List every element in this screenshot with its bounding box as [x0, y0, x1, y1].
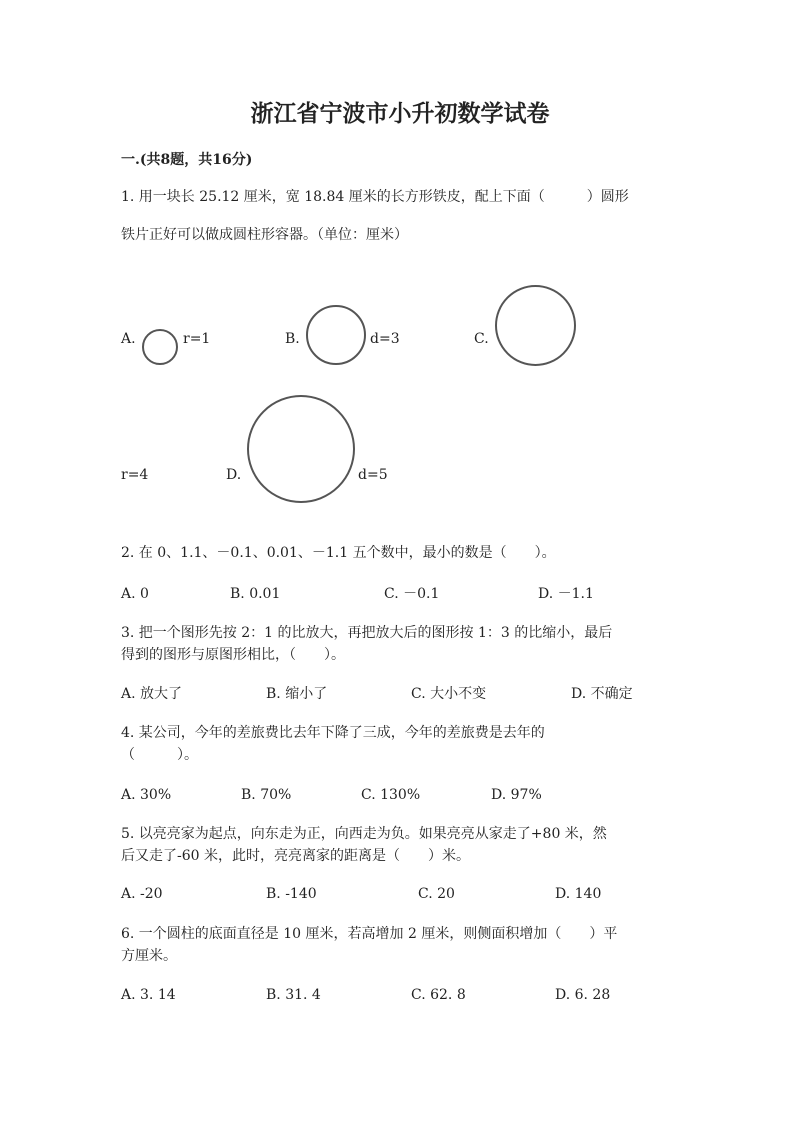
q6-option-b: B. 31. 4 — [266, 987, 321, 1003]
q3-option-b: B. 缩小了 — [266, 686, 328, 702]
q6-option-a: A. 3. 14 — [121, 987, 176, 1003]
q1-option-b-label: B. — [285, 331, 300, 347]
q6-stem-line2: 方厘米。 — [121, 948, 177, 964]
q1-stem-line1: 1. 用一块长 25.12 厘米，宽 18.84 厘米的长方形铁皮，配上下面（ ）圆形 — [121, 189, 629, 205]
q6-option-d: D. 6. 28 — [555, 987, 611, 1003]
q3-option-a: A. 放大了 — [121, 686, 183, 702]
q1-option-a-text: r=1 — [183, 331, 211, 347]
q2-option-b: B. 0.01 — [230, 586, 281, 602]
q1-option-c-label: C. — [474, 331, 489, 347]
section-heading: 一.(共8题，共16分) — [121, 152, 253, 168]
q4-stem-line2: （ ）。 — [121, 747, 198, 763]
q5-option-c: C. 20 — [418, 886, 455, 902]
q1-option-c-circle — [495, 285, 576, 366]
q5-stem-line1: 5. 以亮亮家为起点，向东走为正，向西走为负。如果亮亮从家走了+80 米，然 — [121, 826, 607, 842]
q2-option-c: C. －0.1 — [384, 586, 440, 602]
q2-option-a: A. 0 — [121, 586, 149, 602]
q6-stem-line1: 6. 一个圆柱的底面直径是 10 厘米，若高增加 2 厘米，则侧面积增加（ ）平 — [121, 926, 618, 942]
q5-option-d: D. 140 — [555, 886, 602, 902]
page-title: 浙江省宁波市小升初数学试卷 — [250, 100, 550, 127]
q3-stem-line1: 3. 把一个图形先按 2：1 的比放大，再把放大后的图形按 1：3 的比缩小，最后 — [121, 625, 613, 641]
q5-stem-line2: 后又走了-60 米，此时，亮亮离家的距离是（ ）米。 — [121, 848, 470, 864]
q3-option-d: D. 不确定 — [571, 686, 633, 702]
q1-option-a-circle — [142, 329, 178, 365]
q1-option-d-circle — [247, 395, 355, 503]
q1-option-b-text: d=3 — [370, 331, 400, 347]
q2-option-d: D. －1.1 — [538, 586, 594, 602]
q4-option-a: A. 30% — [121, 787, 172, 803]
q3-stem-line2: 得到的图形与原图形相比，（ ）。 — [121, 647, 345, 663]
q4-stem-line1: 4. 某公司，今年的差旅费比去年下降了三成，今年的差旅费是去年的 — [121, 725, 545, 741]
q3-option-c: C. 大小不变 — [411, 686, 487, 702]
q4-option-d: D. 97% — [491, 787, 542, 803]
q5-option-b: B. -140 — [266, 886, 317, 902]
q1-stem-line2: 铁片正好可以做成圆柱形容器。（单位：厘米） — [121, 227, 408, 243]
q5-option-a: A. -20 — [121, 886, 163, 902]
q6-option-c: C. 62. 8 — [411, 987, 466, 1003]
q2-stem: 2. 在 0、1.1、－0.1、0.01、－1.1 五个数中，最小的数是（ ）。 — [121, 545, 556, 561]
q1-option-c-text: r=4 — [121, 467, 149, 483]
q1-option-d-label: D. — [226, 467, 242, 483]
q1-option-b-circle — [306, 305, 366, 365]
q4-option-b: B. 70% — [241, 787, 292, 803]
q1-option-a-label: A. — [121, 331, 136, 347]
q4-option-c: C. 130% — [361, 787, 421, 803]
q1-option-d-text: d=5 — [358, 467, 388, 483]
